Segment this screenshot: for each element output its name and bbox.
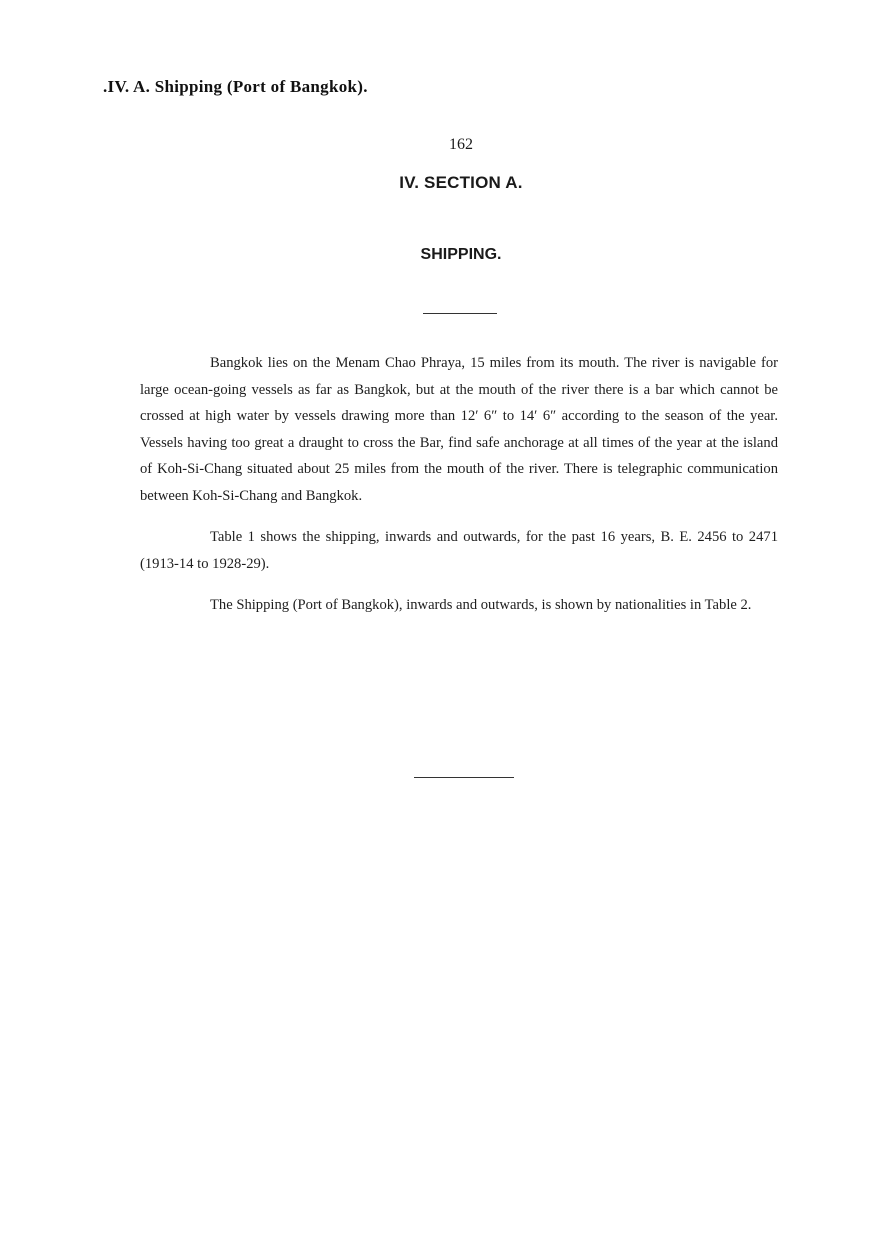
divider-rule-bottom (414, 777, 514, 778)
page-number: 162 (449, 136, 473, 153)
section-title: SHIPPING. (420, 246, 502, 263)
body-text (140, 350, 778, 634)
divider-rule-top (423, 313, 497, 314)
running-head: .IV. A. Shipping (Port of Bangkok). (103, 77, 368, 96)
paragraph-port-description: Bangkok lies on the Menam Chao Phraya, 15 miles from its mouth. The river is navigable for large ocean-going vessels as far as Bangkok, but at the mouth of the river there is a bar which cannot be crossed at high water by vessels drawing more than 12′ 6″ to 14′ 6″ according to the season of the year. Vessels having too great a draught to cross the Bar, find safe anchorage at all times of the year at the island of Koh-Si-Chang situated about 25 miles from the mouth of the river. There is telegraphic communication between Koh-Si-Chang and Bangkok. (140, 355, 778, 504)
paragraph-table-1-reference: Table 1 shows the shipping, inwards and outwards, for the past 16 years, B. E. 2456 to 2471 (1913-14 to 1928-29). (140, 529, 778, 572)
paragraph-table-2-reference: The Shipping (Port of Bangkok), inwards and outwards, is shown by nationalities in Table 2. (210, 597, 752, 613)
section-heading: IV. SECTION A. (399, 173, 523, 192)
